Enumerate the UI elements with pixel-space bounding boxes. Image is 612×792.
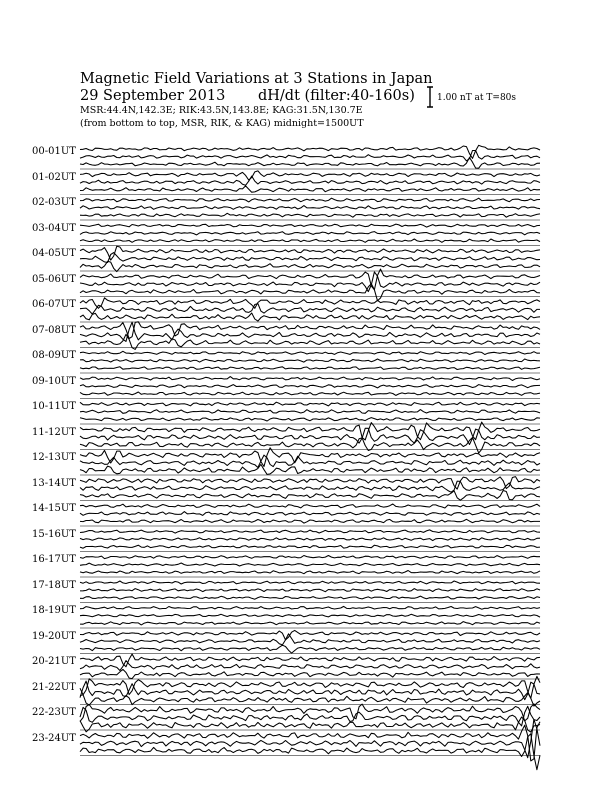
- row-label-20-21UT: 20-21UT: [32, 656, 76, 667]
- trace-20-21UT-MSR: [80, 669, 540, 678]
- trace-12-13UT-MSR: [80, 464, 540, 474]
- trace-06-07UT-KAG: [80, 298, 540, 309]
- row-label-05-06UT: 05-06UT: [32, 273, 76, 285]
- row-label-19-20UT: 19-20UT: [32, 630, 76, 642]
- row-label-04-05UT: 04-05UT: [32, 248, 76, 259]
- trace-18-19UT-RIK: [80, 614, 540, 617]
- trace-08-09UT-MSR: [80, 367, 540, 370]
- trace-12-13UT-RIK: [80, 455, 540, 467]
- trace-02-03UT-MSR: [80, 213, 540, 217]
- trace-11-12UT-KAG: [80, 422, 540, 440]
- trace-21-22UT-RIK: [80, 681, 540, 700]
- row-label-01-02UT: 01-02UT: [32, 171, 76, 183]
- row-label-09-10UT: 09-10UT: [32, 375, 76, 387]
- trace-13-14UT-MSR: [80, 491, 540, 501]
- trace-15-16UT-RIK: [80, 538, 540, 541]
- trace-17-18UT-KAG: [80, 581, 540, 584]
- row-label-07-08UT: 07-08UT: [32, 324, 76, 336]
- trace-08-09UT-RIK: [80, 359, 540, 362]
- trace-18-19UT-KAG: [80, 606, 540, 609]
- row-label-17-18UT: 17-18UT: [32, 579, 76, 591]
- row-label-12-13UT: 12-13UT: [32, 452, 76, 463]
- row-label-02-03UT: 02-03UT: [32, 197, 76, 208]
- trace-22-23UT-KAG: [80, 704, 540, 722]
- trace-17-18UT-RIK: [80, 589, 540, 592]
- chart-title: Magnetic Field Variations at 3 Stations in Japan: [80, 71, 433, 87]
- trace-08-09UT-KAG: [80, 351, 540, 354]
- row-label-00-01UT: 00-01UT: [32, 146, 76, 157]
- trace-15-16UT-KAG: [80, 530, 540, 533]
- trace-11-12UT-MSR: [80, 438, 540, 454]
- trace-14-15UT-MSR: [80, 519, 540, 523]
- trace-10-11UT-KAG: [80, 402, 540, 406]
- trace-02-03UT-KAG: [80, 198, 540, 202]
- trace-15-16UT-MSR: [80, 545, 540, 548]
- row-label-21-22UT: 21-22UT: [32, 681, 76, 693]
- trace-order-note: (from bottom to top, MSR, RIK, & KAG) midnight=1500UT: [80, 118, 364, 129]
- trace-03-04UT-KAG: [80, 224, 540, 227]
- trace-18-19UT-MSR: [80, 622, 540, 625]
- trace-19-20UT-KAG: [80, 630, 540, 640]
- trace-07-08UT-RIK: [80, 322, 540, 341]
- row-label-22-23UT: 22-23UT: [32, 707, 76, 718]
- row-label-08-09UT: 08-09UT: [32, 350, 76, 361]
- row-label-23-24UT: 23-24UT: [32, 732, 76, 744]
- row-label-10-11UT: 10-11UT: [32, 401, 76, 412]
- trace-09-10UT-MSR: [80, 392, 540, 395]
- trace-04-05UT-RIK: [80, 253, 540, 263]
- trace-05-06UT-KAG: [80, 269, 540, 290]
- trace-16-17UT-MSR: [80, 571, 540, 574]
- trace-05-06UT-MSR: [80, 284, 540, 301]
- trace-16-17UT-RIK: [80, 563, 540, 566]
- trace-00-01UT-MSR: [80, 158, 540, 169]
- trace-05-06UT-RIK: [80, 272, 540, 292]
- trace-09-10UT-RIK: [80, 385, 540, 388]
- trace-09-10UT-KAG: [80, 377, 540, 381]
- scale-bar: [427, 87, 433, 107]
- trace-04-05UT-MSR: [80, 261, 540, 271]
- trace-03-04UT-RIK: [80, 232, 540, 235]
- trace-02-03UT-RIK: [80, 206, 540, 210]
- row-label-03-04UT: 03-04UT: [32, 222, 76, 234]
- trace-19-20UT-RIK: [80, 634, 540, 645]
- trace-17-18UT-MSR: [80, 596, 540, 599]
- trace-23-24UT-MSR: [80, 734, 540, 770]
- trace-20-21UT-RIK: [80, 661, 540, 671]
- row-label-16-17UT: 16-17UT: [32, 554, 76, 565]
- scale-bar-label: 1.00 nT at T=80s: [437, 93, 517, 103]
- trace-21-22UT-MSR: [80, 693, 540, 707]
- trace-14-15UT-RIK: [80, 512, 540, 516]
- chart-quantity: dH/dt (filter:40-160s): [258, 88, 415, 104]
- trace-21-22UT-KAG: [80, 676, 540, 698]
- trace-13-14UT-RIK: [80, 481, 540, 492]
- trace-19-20UT-MSR: [80, 645, 540, 653]
- row-label-14-15UT: 14-15UT: [32, 503, 76, 514]
- trace-16-17UT-KAG: [80, 556, 540, 559]
- trace-01-02UT-RIK: [80, 176, 540, 185]
- chart-date: 29 September 2013: [80, 88, 226, 104]
- trace-10-11UT-RIK: [80, 410, 540, 414]
- station-coordinates: MSR:44.4N,142.3E; RIK:43.5N,143.8E; KAG:31.5N,130.7E: [80, 105, 363, 116]
- row-label-06-07UT: 06-07UT: [32, 299, 76, 310]
- trace-14-15UT-KAG: [80, 504, 540, 508]
- trace-01-02UT-KAG: [80, 171, 540, 180]
- trace-01-02UT-MSR: [80, 186, 540, 192]
- trace-06-07UT-MSR: [80, 313, 540, 321]
- trace-06-07UT-RIK: [80, 304, 540, 315]
- row-label-15-16UT: 15-16UT: [32, 528, 76, 540]
- row-label-13-14UT: 13-14UT: [32, 477, 76, 489]
- trace-03-04UT-MSR: [80, 239, 540, 242]
- row-label-18-19UT: 18-19UT: [32, 605, 76, 616]
- trace-10-11UT-MSR: [80, 418, 540, 421]
- row-label-11-12UT: 11-12UT: [32, 426, 76, 438]
